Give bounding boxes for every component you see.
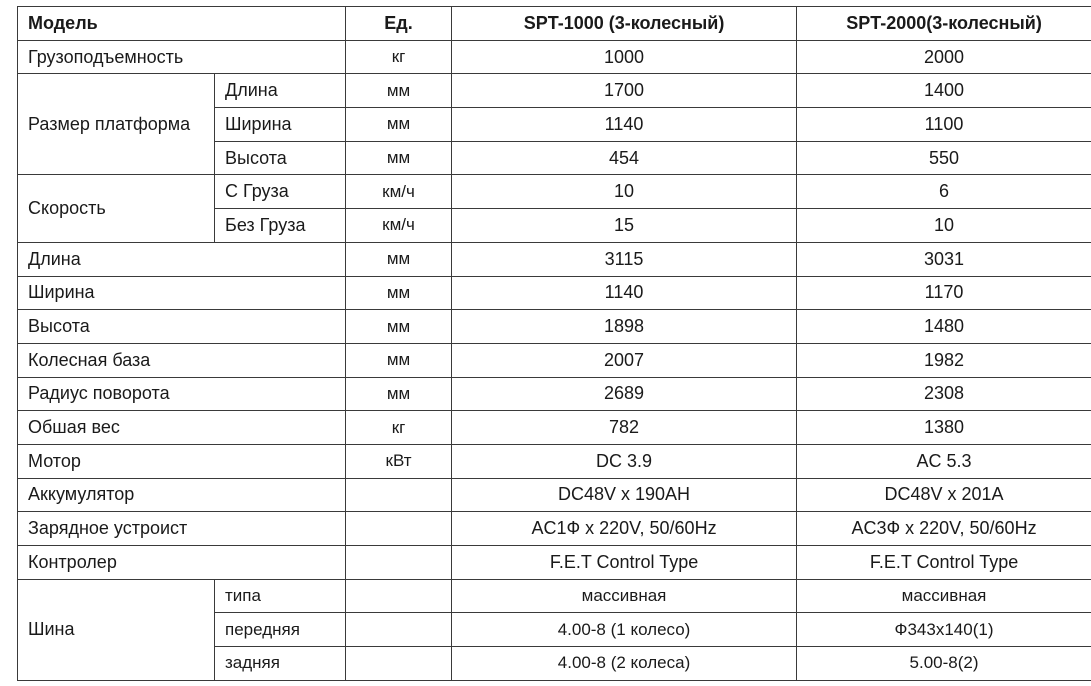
group-label: Шина [18, 579, 215, 680]
value-spt2000: массивная [797, 579, 1091, 613]
row-label: Контролер [18, 546, 346, 580]
value-spt1000: 2689 [452, 377, 797, 411]
value-spt2000: 10 [797, 209, 1091, 243]
header-spt1000: SPT-1000 (3-колесный) [452, 7, 797, 41]
row-sublabel: задняя [215, 647, 346, 681]
table-row [18, 310, 1091, 344]
value-spt1000: DC48V x 190AH [452, 478, 797, 512]
value-spt1000: 4.00-8 (2 колеса) [452, 647, 797, 681]
row-unit: кг [346, 411, 452, 445]
table-row [18, 377, 1091, 411]
table-row [18, 74, 1091, 108]
row-unit: мм [346, 141, 452, 175]
value-spt1000: 1898 [452, 310, 797, 344]
value-spt1000: массивная [452, 579, 797, 613]
value-spt2000: 1400 [797, 74, 1091, 108]
table-row [18, 546, 1091, 580]
row-unit: кВт [346, 444, 452, 478]
value-spt1000: AC1Ф x 220V, 50/60Hz [452, 512, 797, 546]
value-spt1000: 1000 [452, 40, 797, 74]
row-label: Колесная база [18, 343, 346, 377]
row-unit: мм [346, 377, 452, 411]
value-spt1000: 454 [452, 141, 797, 175]
table-row [18, 411, 1091, 445]
value-spt1000: 1140 [452, 276, 797, 310]
table-row [18, 242, 1091, 276]
group-label: Размер платформа [18, 74, 215, 175]
row-unit: км/ч [346, 175, 452, 209]
value-spt1000: 4.00-8 (1 колесо) [452, 613, 797, 647]
value-spt2000: 6 [797, 175, 1091, 209]
row-unit [346, 613, 452, 647]
row-sublabel: Без Груза [215, 209, 346, 243]
row-sublabel: Ширина [215, 108, 346, 142]
header-unit: Ед. [346, 7, 452, 41]
value-spt2000: F.E.T Control Type [797, 546, 1091, 580]
row-sublabel: Длина [215, 74, 346, 108]
row-sublabel: передняя [215, 613, 346, 647]
value-spt1000: 2007 [452, 343, 797, 377]
row-unit [346, 512, 452, 546]
table-row [18, 343, 1091, 377]
value-spt1000: 3115 [452, 242, 797, 276]
table-row [18, 276, 1091, 310]
value-spt2000: AC 5.3 [797, 444, 1091, 478]
row-label: Ширина [18, 276, 346, 310]
value-spt1000: 10 [452, 175, 797, 209]
row-unit: мм [346, 108, 452, 142]
row-unit [346, 546, 452, 580]
table-row [18, 40, 1091, 74]
row-unit: км/ч [346, 209, 452, 243]
row-sublabel: Высота [215, 141, 346, 175]
row-unit [346, 478, 452, 512]
row-unit [346, 579, 452, 613]
row-label: Аккумулятор [18, 478, 346, 512]
value-spt2000: 1480 [797, 310, 1091, 344]
row-sublabel: типа [215, 579, 346, 613]
value-spt2000: 5.00-8(2) [797, 647, 1091, 681]
header-spt2000: SPT-2000(3-колесный) [797, 7, 1091, 41]
table-row [18, 444, 1091, 478]
table-row [18, 478, 1091, 512]
row-label: Высота [18, 310, 346, 344]
row-unit: кг [346, 40, 452, 74]
row-label: Грузоподъемность [18, 40, 346, 74]
row-label: Зарядное устроист [18, 512, 346, 546]
value-spt2000: 1170 [797, 276, 1091, 310]
row-label: Длина [18, 242, 346, 276]
spec-table [17, 6, 1091, 681]
value-spt1000: 782 [452, 411, 797, 445]
value-spt2000: 1100 [797, 108, 1091, 142]
value-spt1000: 1700 [452, 74, 797, 108]
row-unit: мм [346, 242, 452, 276]
table-row [18, 579, 1091, 613]
row-unit: мм [346, 74, 452, 108]
table-row [18, 175, 1091, 209]
row-label: Мотор [18, 444, 346, 478]
value-spt1000: F.E.T Control Type [452, 546, 797, 580]
value-spt2000: 550 [797, 141, 1091, 175]
row-unit: мм [346, 343, 452, 377]
row-unit: мм [346, 310, 452, 344]
row-unit: мм [346, 276, 452, 310]
table-row [18, 512, 1091, 546]
value-spt2000: DC48V x 201A [797, 478, 1091, 512]
value-spt2000: 2308 [797, 377, 1091, 411]
value-spt2000: 1982 [797, 343, 1091, 377]
group-label: Скорость [18, 175, 215, 242]
row-sublabel: С Груза [215, 175, 346, 209]
value-spt2000: 2000 [797, 40, 1091, 74]
row-label: Обшая вес [18, 411, 346, 445]
row-unit [346, 647, 452, 681]
row-label: Радиус поворота [18, 377, 346, 411]
value-spt2000: 3031 [797, 242, 1091, 276]
header-row [18, 7, 1091, 41]
value-spt1000: 15 [452, 209, 797, 243]
value-spt1000: DC 3.9 [452, 444, 797, 478]
value-spt2000: AC3Ф x 220V, 50/60Hz [797, 512, 1091, 546]
header-model: Модель [18, 7, 346, 41]
value-spt1000: 1140 [452, 108, 797, 142]
value-spt2000: Ф343x140(1) [797, 613, 1091, 647]
value-spt2000: 1380 [797, 411, 1091, 445]
